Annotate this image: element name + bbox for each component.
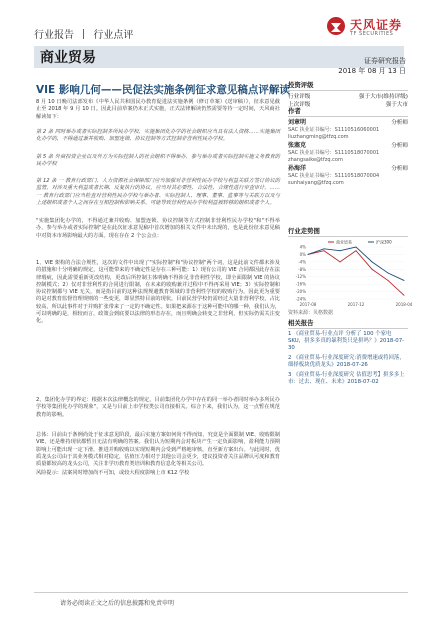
chart-point (372, 261, 373, 262)
chart-xtick-label: 2017-12 (347, 302, 365, 307)
analyst-role: 分析师 (391, 120, 408, 126)
rating-value: 强于大市 (385, 102, 408, 108)
nav-separator (83, 29, 84, 39)
related-section (288, 318, 408, 389)
nav-industry-comment[interactable]: 行业点评 (93, 30, 134, 41)
chart-legend-label: 商业贸易 (336, 239, 352, 245)
analyst-role: 分析师 (391, 143, 408, 149)
chart-point (356, 247, 357, 248)
footer-disclaimer: 请务必阅读正文之后的信息披露和免责申明 (60, 600, 175, 607)
analyst-name: 刘章明 (288, 119, 307, 126)
body-paragraph: 风险提示：法案同时增加尚不可知，或较大程度影响上市 K12 学校 (36, 470, 190, 476)
chart-source: 资料来源：贝格数据 (288, 310, 334, 316)
chart-ytick-label: -16% (295, 281, 306, 287)
analyst-heading: 作者 (288, 106, 408, 117)
analyst-list (288, 119, 408, 186)
chart-point (388, 280, 389, 281)
main-title: VIE 影响几何——民促法实施条例征求意见稿点评解读 (36, 84, 290, 96)
rating-value: 强于大市(维持评级) (358, 94, 408, 100)
related-heading: 相关报告 (288, 318, 408, 329)
body-paragraph: 8 月 10 日晚司法部发布《中华人民共和国民办教育促进法实施条例（修订草案）(送审稿）》，征求意见截止至 2018 年 9 月 10 日。因此目前草案仍未正式实施，正式法律解读仍然需要等待一定时间，天风商社解读如下： (36, 99, 280, 120)
chart-point (372, 269, 373, 270)
body-paragraph: 第 12 条 一 教育行政部门、人力资源社会保障部门应当加强对非营利性民办学校与利益关联方签订协议的监管，对涉及重大利益或者长期、反复执行的协议，应当对其必要性、合法性、合规性进行审查审计。……一 教育行政部门应当检查对营利性民办学校与举办者、实际控制人、理事、董事、监事等与关联方以及与上述组织或者个人之间存在互相控制和影响关系、可能导致营利性民办学校利益被转移的组织或者个人。 (36, 178, 280, 206)
tf-logo (326, 14, 416, 40)
analyst-cert: SAC 执业证书编号：S1110518070004 (288, 173, 380, 179)
analyst-entry (288, 119, 408, 140)
chart-point (340, 261, 341, 262)
chart-ytick-label: -12% (295, 274, 306, 280)
chart-point (340, 250, 341, 251)
nav-industry-report[interactable]: 行业报告 (34, 30, 74, 41)
chart-point (388, 273, 389, 274)
body-paragraph: 2、集团化办学的界定：根据本次法律概念的规定，目前集团化办学中存在的同一举办者同时举办多所民办学校等集团化办学的现象"，又是与目前上市学校类公司直接相关。综合下来，我们认为，这一点暂在规范教育的影响。 (36, 397, 280, 418)
footer-divider (34, 592, 408, 593)
analyst-cert: SAC 执业证书编号：S1110516060001 (288, 127, 380, 133)
rating-heading: 投资评级 (288, 80, 408, 91)
report-date: 2018 年 08 月 13 日 (338, 67, 406, 75)
report-type: 证券研究报告 (364, 57, 406, 65)
chart-point (324, 248, 325, 249)
analyst-email[interactable]: sunhaiyang@tfzq.com (288, 179, 344, 186)
body-paragraph: 总体：目前由于条例尚处于征求意见阶段，最后实施方案如何尚不得而知，究竟是全面限制 VIE、收购限制 VIE，还是维持现状都暂且无法有明确的答案。我们认为短期内会对板块产生一定负面影响，盈利能力预期影响上可能出现一定下滑，推进并购收购以实现短期内会受到严格地审核，直至新方案出台。与此同时，优质龙头公司由于其业务模式相对稳定，估值压力相对于其他公司会更少，建议投资者关注品牌认可度和教育质量都较高的龙头公司，关注非学历教育类培训和教育信息化等相关公司。 (36, 432, 280, 468)
related-list (288, 331, 408, 386)
analyst-name: 张塞克 (288, 142, 307, 149)
chart-ytick-label: -8% (298, 266, 306, 272)
logo-text-en: TF SECURITIES (350, 31, 394, 37)
analyst-cert: SAC 执业证书编号：S1110518070001 (288, 150, 380, 156)
body-paragraph: "实施集团化办学的，不得通过兼并收购、加盟连锁、协议控制等方式控制非营利性民办学校"和"不得举办、参与举办或者实际控制"是在此次征求意见稿中首次增加的相关文件中未出现的，也是此份征求意见稿中对资本市场影响最大的方面。现在存在 2 个公会点： (36, 218, 280, 239)
chart-point (308, 254, 309, 255)
chart-point (324, 250, 325, 251)
sector-title: 商业贸易 (40, 50, 96, 66)
chart-point (404, 280, 405, 281)
related-report-link[interactable]: 2 《商业贸易-行业深度研究:消费增速或将回落，细择板块优质龙头》2018-07-26 (288, 355, 405, 368)
chart-xtick-label: 2017-08 (299, 302, 317, 307)
body-paragraph: 1、VIE 架构的合法合规性，这次的文件中出现了"实际控制"和"协议控制"两个词，这是此前文件都未涉及的措施和十分明确的规定，这可能带来的不确定性是存在三种可能：1）现有公司的 VIE 合同都因此存在法律瑕疵，因此需要重新更改结构，更改后所控制主体明确不得涉足非营利性学校，即全面限制 VIE 的协议控制模式；2）仅对非营利性的合同进行限制，在未来的收购兼并过程中不得再采用 VIE；3）实际控制和协议控制都与 VIE 无关，而是指目前的这种法规规避教育领域的非营利性学校的收购行为，因此更为重要的是对教育监督管理规则的一些变更，即显然特目前的现状。目前民营学校仍需经过大量非营利学校，占比较高，所以此事件对于并购扩张带来了一定的不确定性。如果把来源在于这种可能中的哪一种，我们认为，可以明确的是，相较而言，政策会到底要以法律的形态存在，而且明确会转变之非营利，但实际仍需关注变化。 (36, 260, 280, 325)
logo-icon (326, 16, 346, 36)
chart-point (356, 250, 357, 251)
rating-label: 行业评级 (288, 94, 311, 100)
chart-point (404, 295, 405, 296)
analyst-entry (288, 165, 408, 186)
chart-ytick-label: 4% (299, 244, 306, 250)
chart-ytick-label: -4% (298, 259, 306, 265)
rating-row (288, 93, 408, 101)
body-paragraph: 第 2 条 同时举办或者实际控制多所民办学校、实施集团化办学的社会组织应当具有法人资格……实施集团化办学的，不得通过兼并收购、加盟连锁、协议控制等方式控制非营利性民办学校。 (36, 129, 280, 143)
analyst-entry (288, 142, 408, 163)
chart-xtick-label: 2018-04 (395, 302, 413, 307)
chart-ytick-label: 0% (299, 251, 306, 257)
related-report-link[interactable]: 1 《商业贸易-行业点评 分析了 100 个家电 SKU，拼多多真的暴利货只是拼吗？》2018-07-30 (288, 331, 405, 351)
analyst-email[interactable]: liuzhangming@tfzq.com (288, 133, 349, 140)
chart-ytick-label: -24% (295, 296, 306, 302)
chart-series-line (308, 247, 404, 280)
rating-section (288, 80, 408, 109)
analyst-name: 孙海洋 (288, 165, 307, 172)
related-report-link[interactable]: 3 《商业贸易-行业深度研究 估值思考】拼多多上市：过去、现在、未来》2018-07-02 (288, 372, 405, 385)
logo-text-cn: 天风证券 (350, 18, 403, 32)
rating-label: 上次评级 (288, 102, 311, 108)
chart-series-line (308, 251, 404, 296)
analyst-section (288, 106, 408, 188)
chart-ytick-label: -20% (295, 289, 306, 295)
analyst-role: 分析师 (391, 166, 408, 172)
trend-heading: 行业走势图 (288, 226, 408, 237)
analyst-email[interactable]: zhangsaike@tfzq.com (288, 156, 343, 163)
chart-legend-label: 沪深300 (376, 239, 392, 245)
header-nav (34, 26, 133, 41)
trend-chart (288, 237, 413, 309)
body-paragraph: 第 5 条 外商投资企业以及外方为实际控制人的社会组织不得举办、参与举办或者实际控制实施义务教育的民办学校 (36, 154, 280, 168)
